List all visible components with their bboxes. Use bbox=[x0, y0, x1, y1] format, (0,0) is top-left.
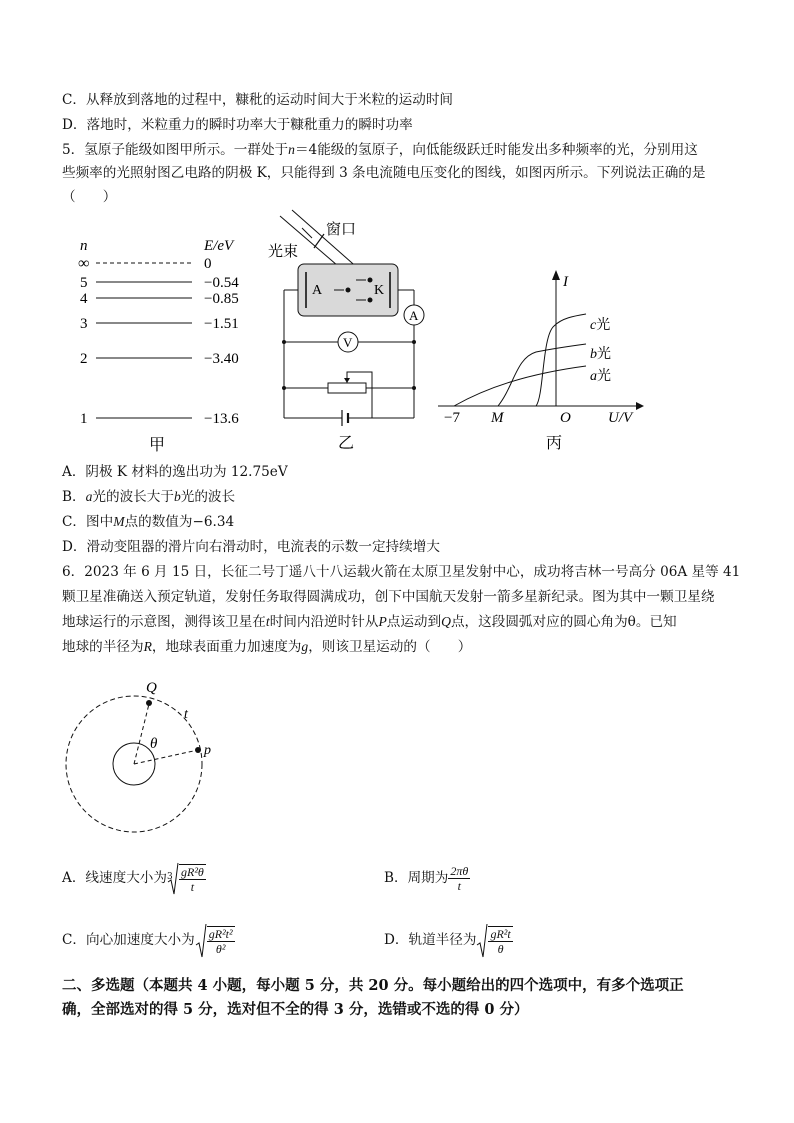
curve-c-label-text: 光 bbox=[596, 318, 611, 333]
window-label: 窗口 bbox=[326, 222, 357, 238]
root-index: 3 bbox=[166, 871, 173, 882]
q5-stem-text: ＝4能级的氢原子，向低能级跃迁时能发出多种频率的光，分别用这 bbox=[294, 142, 698, 158]
radius-to-p bbox=[134, 750, 198, 764]
level-e-inf: 0 bbox=[204, 256, 212, 272]
energy-axis-label: E/eV bbox=[204, 238, 234, 254]
radius-to-q bbox=[134, 704, 149, 764]
fraction bbox=[179, 864, 206, 894]
electron-dot bbox=[368, 298, 373, 303]
cube-root bbox=[167, 859, 206, 899]
opt-text: 光的波长大于 bbox=[92, 489, 174, 505]
i-axis-label: I bbox=[563, 274, 568, 290]
opt-text: 光的波长 bbox=[180, 489, 236, 505]
level-e-4: −0.85 bbox=[204, 291, 239, 307]
current-voltage-graph bbox=[436, 266, 646, 458]
fraction bbox=[488, 926, 512, 956]
q4-option-d: D．落地时，米粒重力的瞬时功率大于糠秕重力的瞬时功率 bbox=[62, 117, 413, 133]
tick-neg7: −7 bbox=[444, 410, 460, 426]
opt-var: a bbox=[85, 489, 93, 504]
label-p: p bbox=[204, 743, 211, 758]
caption-yi: 乙 bbox=[337, 435, 355, 452]
q6-option-c bbox=[62, 918, 235, 962]
window-mark bbox=[314, 234, 324, 248]
point-q bbox=[146, 700, 152, 706]
q5-stem-text: 5．氢原子能级如图甲所示。一群处于 bbox=[62, 142, 289, 158]
curve-c bbox=[536, 314, 586, 406]
level-e-1: −13.6 bbox=[204, 411, 239, 427]
opt-text: B．周期为 bbox=[384, 870, 449, 886]
stem-var: g bbox=[301, 639, 309, 654]
denominator: t bbox=[190, 880, 195, 894]
stem-text: 时间内沿逆时针从 bbox=[269, 614, 379, 630]
point-p bbox=[195, 747, 201, 753]
junction bbox=[412, 386, 416, 390]
u-axis-label: U/V bbox=[608, 410, 633, 426]
level-e-2: −3.40 bbox=[204, 351, 239, 367]
q6-stem-line4 bbox=[62, 637, 471, 657]
level-n-inf: ∞ bbox=[78, 255, 90, 272]
label-theta: θ bbox=[150, 736, 158, 752]
section-2-heading-line1: 二、多选题（本题共 4 小题，每小题 5 分，共 20 分。每小题给出的四个选项中，有多个选项正 bbox=[62, 977, 684, 994]
stem-text: 点，这段圆弧对应的圆心角为θ。已知 bbox=[450, 614, 677, 630]
caption-bing: 丙 bbox=[545, 435, 563, 452]
q5-stem-line2: 些频率的光照射图乙电路的阴极 K，只能得到 3 条电流随电压变化的图线，如图丙所示。下列说法正确的是 bbox=[62, 165, 706, 181]
rheostat-slider bbox=[344, 378, 350, 383]
fraction bbox=[207, 926, 235, 956]
q5-option-c bbox=[62, 512, 234, 532]
opt-text: C．图中 bbox=[62, 514, 114, 530]
electron-dot bbox=[346, 288, 351, 293]
stem-var: Q bbox=[441, 614, 451, 629]
q5-stem-line1 bbox=[62, 140, 698, 160]
numerator: gR²t² bbox=[208, 926, 233, 941]
radical-sign bbox=[476, 923, 488, 959]
energy-level-diagram bbox=[62, 228, 262, 458]
numerator: 2πθ bbox=[450, 864, 469, 878]
opt-text: A．线速度大小为 bbox=[62, 870, 167, 886]
fraction bbox=[448, 864, 470, 893]
q6-option-d bbox=[384, 918, 513, 962]
junction bbox=[282, 340, 286, 344]
q6-option-b bbox=[384, 858, 470, 898]
q6-stem-line2: 颗卫星准确送入预定轨道，发射任务取得圆满成功，创下中国航天发射一箭多星新纪录。图为其中一颗卫星绕 bbox=[62, 589, 715, 605]
section-2-heading-line2: 确，全部选对的得 5 分，选对但不全的得 3 分，选错或不选的得 0 分） bbox=[62, 1001, 529, 1018]
curve-a bbox=[454, 366, 586, 406]
stem-text: 地球运行的示意图，测得该卫星在 bbox=[62, 614, 266, 630]
stem-text: 点运动到 bbox=[386, 614, 442, 630]
q6-option-a bbox=[62, 858, 206, 899]
curve-b-label: b光 bbox=[590, 347, 611, 362]
q5-option-d: D．滑动变阻器的滑片向右滑动时，电流表的示数一定持续增大 bbox=[62, 539, 440, 555]
denominator: θ bbox=[497, 941, 504, 956]
opt-text: D．轨道半径为 bbox=[384, 932, 477, 948]
level-n-3: 3 bbox=[80, 316, 88, 332]
opt-text: 点的数值为−6.34 bbox=[124, 514, 235, 530]
q4-option-c: C．从释放到落地的过程中，糠秕的运动时间大于米粒的运动时间 bbox=[62, 92, 454, 108]
ammeter-label: A bbox=[409, 308, 419, 323]
opt-var: b bbox=[173, 489, 181, 504]
caption-jia: 甲 bbox=[148, 437, 166, 454]
q5-option-b bbox=[62, 487, 235, 507]
junction bbox=[412, 340, 416, 344]
anode-label: A bbox=[312, 283, 323, 298]
u-axis-arrow bbox=[636, 402, 644, 410]
level-e-5: −0.54 bbox=[204, 275, 239, 291]
label-q: Q bbox=[146, 680, 157, 696]
tick-m: M bbox=[491, 410, 504, 426]
stem-text: 地球的半径为 bbox=[62, 639, 144, 655]
stem-var: P bbox=[378, 614, 387, 629]
numerator: gR²θ bbox=[180, 865, 204, 879]
q6-stem-line3 bbox=[62, 612, 677, 632]
level-n-2: 2 bbox=[80, 351, 88, 367]
level-n-5: 5 bbox=[80, 275, 88, 291]
denominator: θ² bbox=[215, 941, 226, 956]
level-n-1: 1 bbox=[80, 411, 88, 427]
cathode-label: K bbox=[374, 283, 385, 298]
stem-text: ，则该卫星运动的（ ） bbox=[308, 639, 472, 655]
electron-dot bbox=[368, 278, 373, 283]
satellite-orbit-diagram bbox=[60, 672, 220, 842]
junction bbox=[282, 386, 286, 390]
beam-ray bbox=[292, 210, 360, 270]
level-e-3: −1.51 bbox=[204, 316, 239, 332]
q5-stem-n: n bbox=[288, 142, 295, 157]
q5-stem-line3: （ ） bbox=[62, 189, 117, 205]
stem-var: t bbox=[265, 614, 270, 629]
numerator: gR²t bbox=[490, 926, 511, 941]
level-n-4: 4 bbox=[80, 291, 88, 307]
voltmeter-label: V bbox=[343, 335, 353, 350]
rheostat-slider-wire bbox=[347, 372, 372, 418]
stem-var: R bbox=[143, 639, 152, 654]
q6-stem-line1: 6．2023 年 6 月 15 日，长征二号丁遥八十八运载火箭在太原卫星发射中心，成功将吉林一号高分 06A 星等 41 bbox=[62, 564, 741, 580]
origin-label: O bbox=[560, 410, 571, 426]
i-axis-arrow bbox=[552, 270, 560, 280]
stem-text: ，地球表面重力加速度为 bbox=[151, 639, 302, 655]
label-t: t bbox=[184, 707, 188, 722]
radical-sign bbox=[195, 923, 207, 959]
photoelectric-circuit-diagram bbox=[262, 208, 442, 458]
opt-var: M bbox=[113, 514, 125, 529]
opt-text: B． bbox=[62, 489, 86, 505]
denominator: t bbox=[457, 879, 461, 893]
rheostat bbox=[328, 383, 366, 393]
beam-label: 光束 bbox=[268, 244, 299, 260]
curve-a-label: a光 bbox=[590, 369, 611, 384]
q5-option-a: A．阴极 K 材料的逸出功为 12.75eV bbox=[62, 464, 288, 480]
opt-text: C．向心加速度大小为 bbox=[62, 932, 195, 948]
curve-c-label: c光 bbox=[590, 318, 611, 333]
n-axis-label: n bbox=[80, 238, 88, 254]
